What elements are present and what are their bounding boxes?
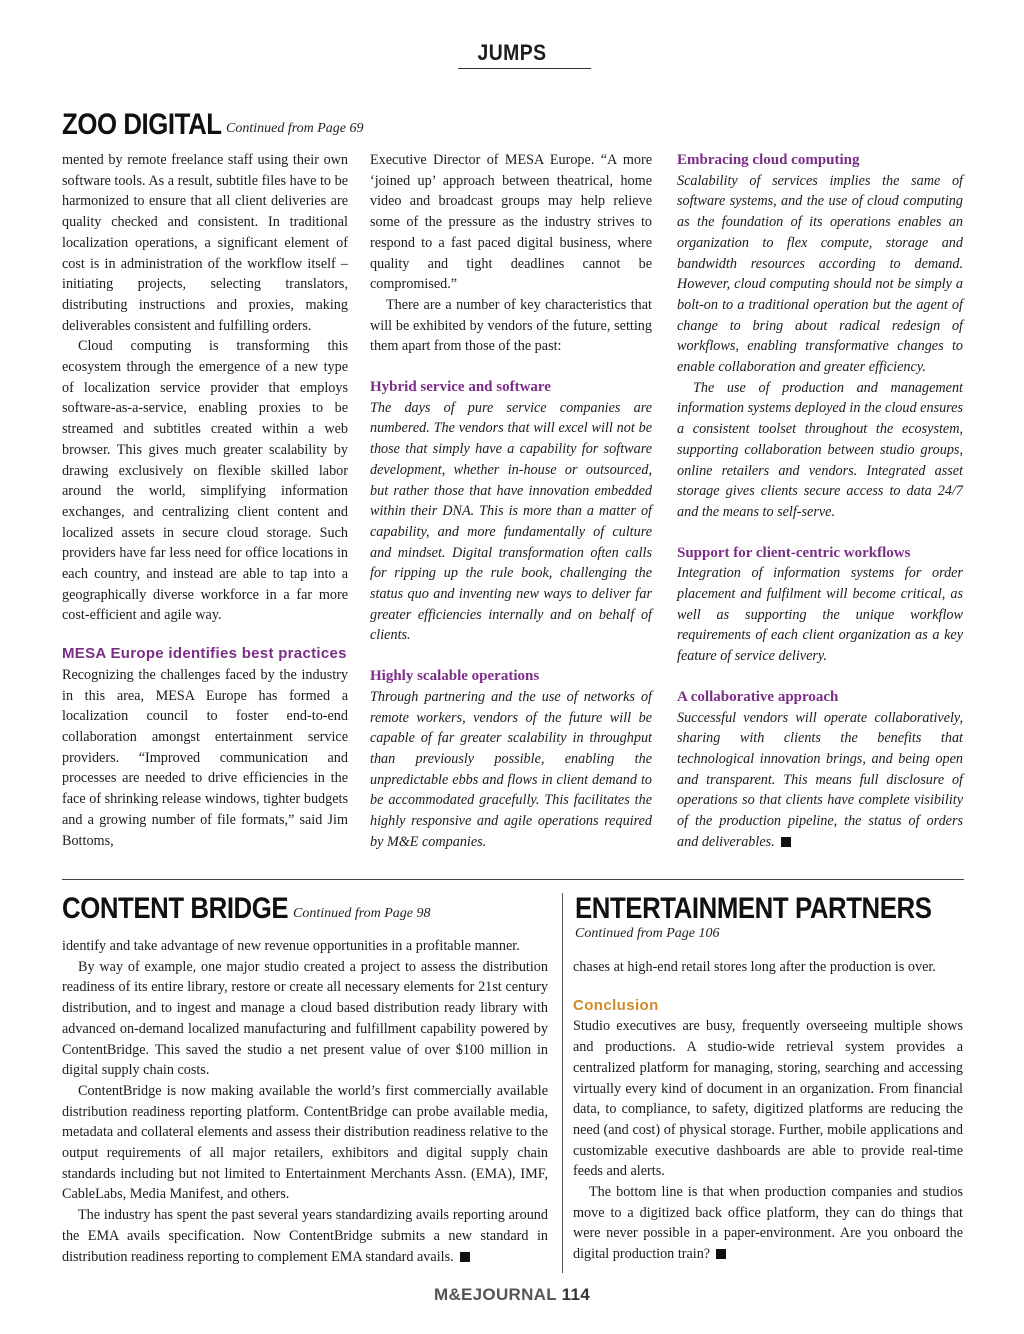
paragraph: The days of pure service companies are numbered. The vendors that will excel will not be those that simply have a capability for software development, whether in-house or outsourced, but rather those that have innovation embedded within their DNA. This is more than a matter of capability, and more fundamentally of culture and mindset. Digital transformation often calls for ripping up the rule book, challenging the status quo and inventing new ways to deliver far greater efficiencies internally and on behalf of clients.: [370, 399, 652, 644]
end-mark-icon: [781, 837, 791, 847]
ent-partners-continued: Continued from Page 106: [575, 926, 720, 941]
subhead: Hybrid service and software: [370, 379, 551, 396]
zoo-column-3: [677, 150, 963, 853]
paragraph: Executive Director of MESA Europe. “A more ‘joined up’ approach between theatrical, home video and broadcast groups may help relieve some of the pressure as the industry strives to respond to a fast paced digital business, where quality and tight deadlines cannot be compromised.”: [370, 152, 652, 293]
subhead: A collaborative approach: [677, 688, 839, 705]
zoo-title: ZOO DIGITAL: [62, 108, 222, 141]
paragraph: Integration of information systems for order placement and fulfilment will become critical, as well as supporting the unique workflow requirements of each client organization as a key feature of service delivery.: [677, 565, 963, 665]
subhead: MESA Europe identifies best practices: [62, 645, 347, 663]
zoo-header: [62, 108, 248, 142]
paragraph: Recognizing the challenges faced by the industry in this area, MESA Europe has formed a localization council to foster end-to-end collaboration amongst entertainment service providers. “Improved communication and processes are needed to drive efficiencies in the face of shrinking release windows, tighter budgets and a growing number of file formats,” said Jim Bottoms,: [62, 666, 348, 849]
column-divider: [562, 893, 563, 1273]
paragraph: [62, 1205, 548, 1267]
paragraph: chases at high-end retail stores long after the production is over.: [573, 959, 936, 975]
paragraph: Scalability of services implies the same of software systems, and the use of cloud computing as the foundation of its operations enables an organization to flex compute, storage and bandwidth resources according to demand. However, cloud computing should not be simply a bolt-on to a traditional operation but the agent of change to bring about radical redesign of workflows, enabling transformative changes to enable collaboration and greater efficiency.: [677, 172, 963, 376]
paragraph: The use of production and management information systems deployed in the cloud ensures a consistent toolset throughout the ecosystem, supporting collaboration between studio groups, online retailers and vendors. Integrated asset storage gives clients secure access to data 24/7 and the means to self-serve.: [677, 379, 963, 520]
zoo-column-1: [62, 150, 348, 851]
paragraph: ContentBridge is now making available the world’s first commercially available distribution readiness reporting platform. ContentBridge can probe available media, metadata and collateral elements and assess their distribution readiness relative to the output requirements of all major retailers, exhibitors and digital supply chain standards including but not limited to Entertainment Merchants Assn. (EMA), IMF, CableLabs, Media Manifest, and others.: [62, 1082, 548, 1203]
paragraph: Through partnering and the use of networks of remote workers, vendors of the future will be capable of far greater scalability in throughput than previously possible, enabling the unpredictable ebbs and flows in client demand to be accommodated gracefully. This facilitates the highly responsive and agile operations required by M&E companies.: [370, 688, 652, 850]
end-mark-icon: [460, 1252, 470, 1262]
paragraph: Studio executives are busy, frequently overseeing multiple shows and productions. A studio-wide retrieval system provides a centralized platform for managing, storing, searching and accessing virtually every kind of document in an organization. From financial data, to compliance, to safety, digitized platforms are reducing the need (and cost) of physical storage. Further, mobile applications and customizable executive dashboards are able to provide real-time feeds and alerts.: [573, 1018, 963, 1180]
paragraph: identify and take advantage of new revenue opportunities in a profitable manner.: [62, 938, 520, 954]
section-header: JUMPS: [477, 40, 547, 65]
content-bridge-title: CONTENT BRIDGE: [62, 892, 289, 925]
journal-name: M&EJOURNAL: [434, 1285, 557, 1304]
paragraph-text: Successful vendors will operate collaboratively, sharing with clients the benefits that technological innovation brings, and being open and transparent. This means full disclosure of operations so that clients have complete visibility of the production pipeline, the status of orders and deliverables.: [677, 709, 963, 850]
zoo-continued: Continued from Page 69: [226, 121, 364, 136]
paragraph: [573, 1182, 963, 1265]
header-rule: [458, 68, 591, 69]
paragraph: [677, 708, 963, 853]
paragraph: By way of example, one major studio created a project to assess the distribution readiness of its entire library, restore or create all necessary elements for 21st century distribution, and to ingest and manage a cloud based distribution ready library with advanced on-demand localized manufacturing and fulfillment capability powered by ContentBridge. This saved the studio a net present value of over $100 million in digital supply chain costs.: [62, 958, 548, 1079]
section-divider: [62, 879, 964, 880]
ent-partners-title: ENTERTAINMENT PARTNERS: [575, 892, 932, 925]
ent-partners-column: [573, 957, 963, 1265]
subhead: Highly scalable operations: [370, 668, 540, 685]
end-mark-icon: [716, 1249, 726, 1259]
paragraph: mented by remote freelance staff using their own software tools. As a result, subtitle files have to be harmonized to ensure that all client deliveries are quality checked and consistent. In traditional localization operations, a significant element of cost is in administration of the workflow itself – initiating projects, selecting translators, distributing instructions and proxies, making deliverables consistent and fulfilling orders.: [62, 152, 348, 334]
content-bridge-continued: Continued from Page 98: [293, 906, 431, 921]
page-number: 114: [561, 1285, 590, 1304]
ent-partners-header: [575, 892, 990, 926]
content-bridge-column: [62, 936, 548, 1267]
zoo-column-2: [370, 150, 652, 853]
subhead: Conclusion: [573, 996, 659, 1014]
paragraph-text: The bottom line is that when production companies and studios move to a digitized back office platform, they can do things that were never possible in a paper-environment. Are you onboard the digital production train?: [573, 1184, 963, 1263]
content-bridge-header: [62, 892, 325, 926]
paragraph: There are a number of key characteristics that will be exhibited by vendors of the future, setting them apart from those of the past:: [370, 296, 652, 355]
subhead: Embracing cloud computing: [677, 152, 860, 168]
page-footer: [0, 1285, 1024, 1305]
paragraph: Cloud computing is transforming this ecosystem through the emergence of a new type of localization service provider that employs software-as-a-service, enabling proxies to be streamed and subtitles created within a web browser. This gives much greater scalability by drawing exclusively on flexible skilled labor around the world, simplifying information exchanges, and centralizing client content and localized assets in secure cloud storage. Such providers have far less need for office locations in each country, and instead are able to tap into a geographically diverse workforce in a far more cost-efficient and agile way.: [62, 338, 348, 624]
subhead: Support for client-centric workflows: [677, 544, 911, 561]
paragraph-text: The industry has spent the past several years standardizing avails reporting around the EMA avails specification. Now ContentBridge submits a new standard in distribution readiness reporting to complement EMA standard avails.: [62, 1207, 548, 1265]
